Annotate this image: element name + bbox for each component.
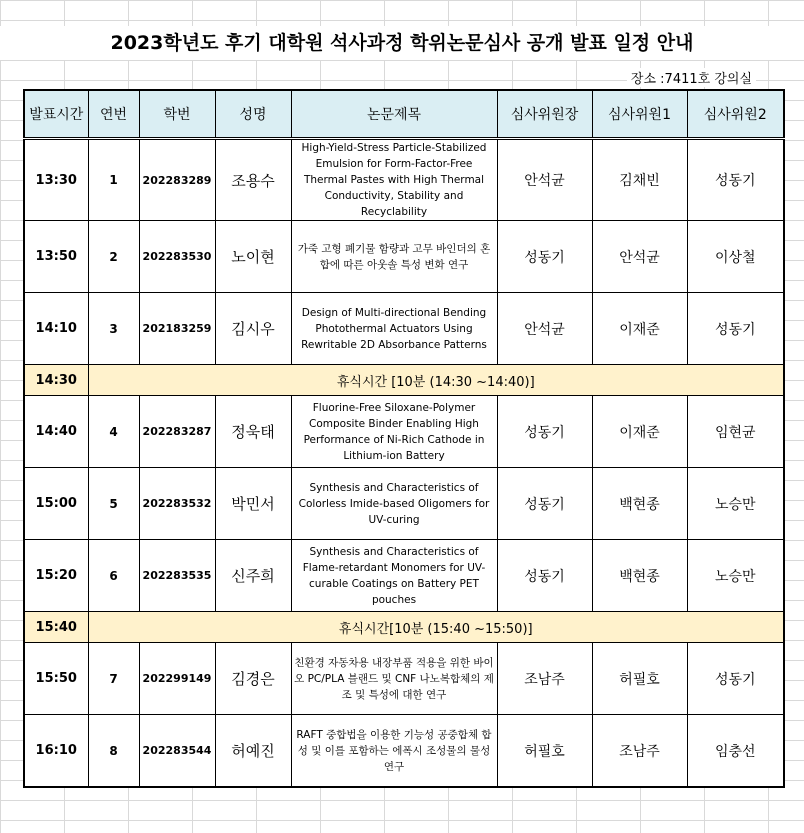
cell-chair: 안석균 xyxy=(497,139,592,221)
break-row xyxy=(24,612,784,643)
cell-time: 16:10 xyxy=(24,715,88,788)
cell-time: 15:20 xyxy=(24,540,88,612)
table-row xyxy=(24,396,784,468)
cell-seq: 6 xyxy=(88,540,139,612)
cell-name: 노이현 xyxy=(215,221,291,293)
cell-seq: 8 xyxy=(88,715,139,788)
table-row xyxy=(24,643,784,715)
cell-time: 13:30 xyxy=(24,139,88,221)
cell-thesis: Synthesis and Characteristics of Flame-retardant Monomers for UV-curable Coatings on Battery PET pouches xyxy=(291,540,497,612)
cell-member1: 이재준 xyxy=(592,396,687,468)
page-title: 2023학년도 후기 대학원 석사과정 학위논문심사 공개 발표 일정 안내 xyxy=(0,26,804,60)
table-row xyxy=(24,221,784,293)
cell-member2: 노승만 xyxy=(687,468,784,540)
cell-name: 허예진 xyxy=(215,715,291,788)
header-row xyxy=(24,90,784,139)
cell-chair: 성동기 xyxy=(497,468,592,540)
header-student-id: 학번 xyxy=(139,90,215,139)
cell-thesis: High-Yield-Stress Particle-Stabilized Emulsion for Form-Factor-Free Thermal Pastes with High Thermal Conductivity, Stability and Recyclability xyxy=(291,139,497,221)
schedule-table xyxy=(23,89,785,788)
cell-member1: 백현종 xyxy=(592,468,687,540)
cell-seq: 5 xyxy=(88,468,139,540)
header-time: 발표시간 xyxy=(24,90,88,139)
cell-time: 15:50 xyxy=(24,643,88,715)
cell-member1: 안석균 xyxy=(592,221,687,293)
table-row xyxy=(24,293,784,365)
cell-time: 13:50 xyxy=(24,221,88,293)
cell-name: 신주희 xyxy=(215,540,291,612)
cell-student-id: 202299149 xyxy=(139,643,215,715)
cell-chair: 성동기 xyxy=(497,221,592,293)
cell-name: 박민서 xyxy=(215,468,291,540)
cell-thesis: 가죽 고형 폐기물 함량과 고무 바인더의 혼합에 따른 아웃솔 특성 변화 연구 xyxy=(291,221,497,293)
cell-member1: 허필호 xyxy=(592,643,687,715)
cell-chair: 허필호 xyxy=(497,715,592,788)
cell-seq: 4 xyxy=(88,396,139,468)
cell-member2: 임충선 xyxy=(687,715,784,788)
cell-seq: 7 xyxy=(88,643,139,715)
table-row xyxy=(24,468,784,540)
cell-name: 김경은 xyxy=(215,643,291,715)
cell-thesis: Fluorine-Free Siloxane-Polymer Composite Binder Enabling High Performance of Ni-Rich Cathode in Lithium-ion Battery xyxy=(291,396,497,468)
break-row xyxy=(24,365,784,396)
cell-student-id: 202283287 xyxy=(139,396,215,468)
cell-member1: 김채빈 xyxy=(592,139,687,221)
table-row xyxy=(24,139,784,221)
cell-chair: 조남주 xyxy=(497,643,592,715)
cell-member1: 조남주 xyxy=(592,715,687,788)
header-member2: 심사위원2 xyxy=(687,90,784,139)
break-time: 14:30 xyxy=(24,365,88,396)
cell-chair: 안석균 xyxy=(497,293,592,365)
break-label: 휴식시간[10분 (15:40 ~15:50)] xyxy=(88,612,784,643)
cell-name: 조용수 xyxy=(215,139,291,221)
header-seq: 연번 xyxy=(88,90,139,139)
cell-chair: 성동기 xyxy=(497,396,592,468)
cell-student-id: 202183259 xyxy=(139,293,215,365)
cell-seq: 3 xyxy=(88,293,139,365)
break-label: 휴식시간 [10분 (14:30 ~14:40)] xyxy=(88,365,784,396)
cell-name: 김시우 xyxy=(215,293,291,365)
cell-thesis: Design of Multi-directional Bending Photothermal Actuators Using Rewritable 2D Absorbance Patterns xyxy=(291,293,497,365)
table-row xyxy=(24,540,784,612)
cell-student-id: 202283532 xyxy=(139,468,215,540)
cell-member1: 이재준 xyxy=(592,293,687,365)
cell-name: 정욱태 xyxy=(215,396,291,468)
cell-seq: 1 xyxy=(88,139,139,221)
cell-member2: 노승만 xyxy=(687,540,784,612)
cell-student-id: 202283289 xyxy=(139,139,215,221)
cell-member2: 임현균 xyxy=(687,396,784,468)
cell-thesis: Synthesis and Characteristics of Colorless Imide-based Oligomers for UV-curing xyxy=(291,468,497,540)
venue-label: 장소 :7411호 강의실 xyxy=(627,68,756,87)
cell-student-id: 202283535 xyxy=(139,540,215,612)
cell-time: 14:40 xyxy=(24,396,88,468)
header-thesis: 논문제목 xyxy=(291,90,497,139)
cell-member2: 성동기 xyxy=(687,293,784,365)
cell-student-id: 202283544 xyxy=(139,715,215,788)
cell-member2: 이상철 xyxy=(687,221,784,293)
cell-seq: 2 xyxy=(88,221,139,293)
cell-member1: 백현종 xyxy=(592,540,687,612)
cell-thesis: RAFT 중합법을 이용한 기능성 공중합체 합성 및 이를 포함하는 에폭시 조성물의 물성 연구 xyxy=(291,715,497,788)
table-row xyxy=(24,715,784,788)
cell-member2: 성동기 xyxy=(687,139,784,221)
cell-chair: 성동기 xyxy=(497,540,592,612)
header-name: 성명 xyxy=(215,90,291,139)
header-chair: 심사위원장 xyxy=(497,90,592,139)
cell-time: 15:00 xyxy=(24,468,88,540)
cell-member2: 성동기 xyxy=(687,643,784,715)
cell-time: 14:10 xyxy=(24,293,88,365)
cell-student-id: 202283530 xyxy=(139,221,215,293)
cell-thesis: 친환경 자동차용 내장부품 적용을 위한 바이오 PC/PLA 블랜드 및 CNF 나노복합체의 제조 및 특성에 대한 연구 xyxy=(291,643,497,715)
header-member1: 심사위원1 xyxy=(592,90,687,139)
break-time: 15:40 xyxy=(24,612,88,643)
